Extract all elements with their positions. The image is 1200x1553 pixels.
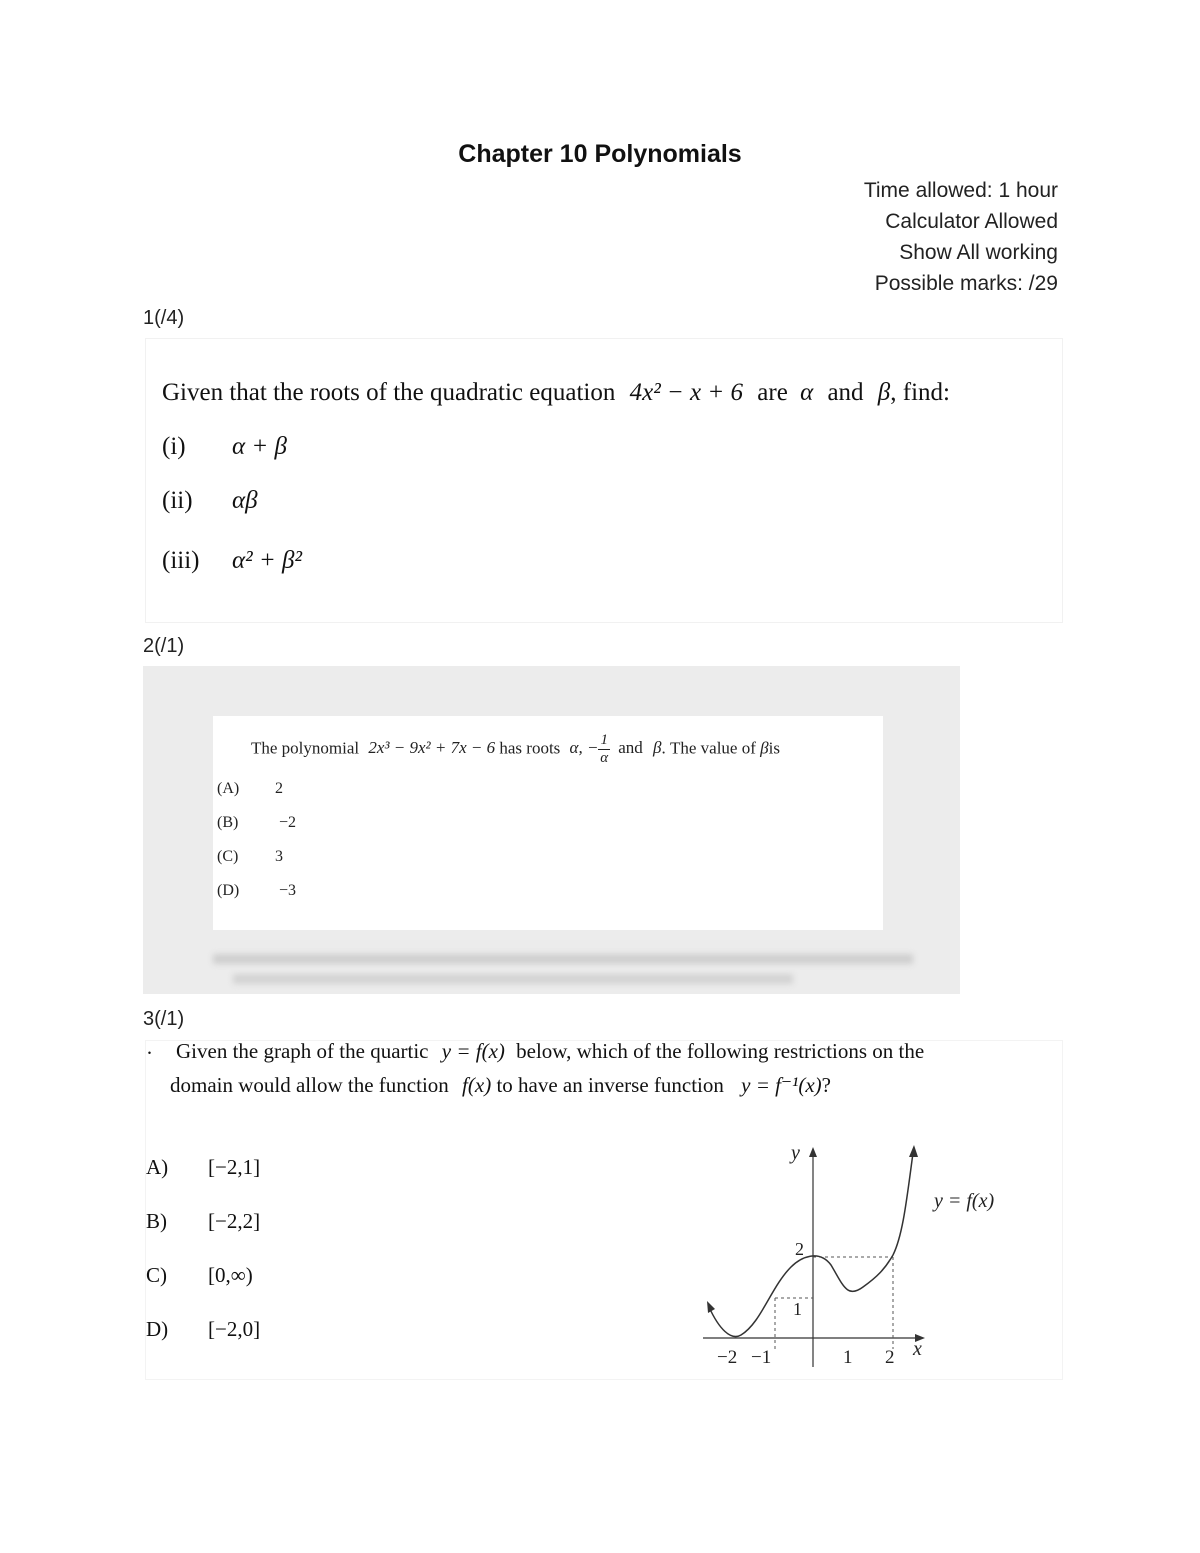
question-3-box: [145, 1040, 1063, 1380]
q2-option-letter: (A): [217, 780, 240, 797]
q3-option-c: [146, 1263, 253, 1288]
curve-label: y = f(x): [934, 1190, 995, 1212]
q2-option-value: −2: [279, 814, 297, 831]
q2-fraction-numerator: 1: [600, 732, 608, 748]
blurred-line: [233, 974, 793, 984]
tick-x-minus1: −1: [751, 1347, 772, 1368]
q1-part-expression: α + β: [232, 433, 287, 460]
q2-option-a: [217, 780, 283, 798]
q2-option-value: 2: [275, 780, 283, 797]
q2-value-of: . The value of: [661, 738, 756, 758]
q3-marker: ·: [146, 1041, 153, 1065]
q3-stem-text-2: below, which of the following restrictions on the: [516, 1039, 925, 1063]
q3-option-value: [0,∞): [208, 1263, 253, 1287]
q1-find: , find:: [890, 379, 950, 406]
q1-part-iii: [162, 547, 302, 575]
quartic-curve: [709, 1153, 913, 1337]
x-axis-label: x: [913, 1338, 922, 1360]
curve-right-arrow: [909, 1145, 918, 1157]
q1-part-ii: [162, 487, 258, 515]
q2-and: and: [618, 738, 643, 758]
q1-part-number: (i): [162, 433, 186, 460]
q3-question-mark: ?: [821, 1073, 831, 1097]
quartic-graph: [691, 1137, 1031, 1377]
q1-part-i: [162, 433, 287, 461]
q1-stem-text: Given that the roots of the quadratic equation: [162, 379, 616, 406]
q1-part-expression: αβ: [232, 487, 258, 514]
time-allowed: Time allowed: 1 hour: [863, 179, 1058, 202]
tick-y-2: 2: [795, 1239, 804, 1259]
question-2-paper: [213, 716, 883, 930]
question-2-label: 2(/1): [143, 635, 185, 657]
q1-beta: β: [877, 379, 891, 406]
question-2-stem: [251, 732, 780, 767]
q2-fraction: [598, 732, 610, 767]
q2-roots: α, −: [569, 738, 599, 758]
question-2-scan: [143, 666, 960, 994]
tick-x-2: 2: [885, 1347, 895, 1368]
q2-has-roots: has roots: [499, 738, 561, 758]
q2-fraction-denominator: α: [600, 750, 609, 766]
q2-option-b: [217, 814, 296, 832]
q2-polynomial: 2x³ − 9x² + 7x − 6: [368, 738, 496, 758]
q3-option-letter: D): [146, 1317, 169, 1341]
tick-x-minus2: −2: [717, 1347, 738, 1368]
q2-beta-2: β: [760, 738, 769, 758]
tick-y-1: 1: [793, 1299, 802, 1319]
q3-option-value: [−2,0]: [208, 1317, 261, 1341]
q2-blurred-next-question: [213, 948, 933, 988]
q3-option-a: [146, 1155, 260, 1180]
q1-part-expression: α² + β²: [232, 547, 302, 574]
q3-stem-line-2: [170, 1073, 831, 1098]
q1-alpha: α: [800, 379, 814, 406]
blurred-line: [213, 954, 913, 964]
q3-stem-text-3: domain would allow the function: [170, 1073, 449, 1097]
q2-option-value: 3: [275, 848, 283, 865]
q2-beta: β: [653, 738, 662, 758]
q3-stem-text: Given the graph of the quartic: [176, 1039, 429, 1063]
q3-option-letter: A): [146, 1155, 169, 1179]
q1-equation: 4x² − x + 6: [629, 379, 744, 406]
q1-part-number: (iii): [162, 547, 200, 574]
question-3-label: 3(/1): [143, 1008, 185, 1030]
question-1-box: [145, 338, 1063, 623]
tick-x-1: 1: [843, 1347, 853, 1368]
q3-inverse-function: y = f⁻¹(x): [741, 1073, 822, 1097]
q2-option-d: [217, 882, 296, 900]
q1-are: are: [757, 379, 788, 406]
question-1-label: 1(/4): [143, 307, 185, 329]
q3-function-equation: y = f(x): [441, 1039, 505, 1063]
q3-stem-line-1: [176, 1039, 924, 1064]
q3-option-value: [−2,1]: [208, 1155, 261, 1179]
q3-option-b: [146, 1209, 260, 1234]
q2-stem-text: The polynomial: [251, 738, 360, 758]
q3-fx: f(x): [462, 1073, 492, 1097]
y-axis-label: y: [791, 1142, 800, 1164]
y-axis-arrow: [809, 1147, 817, 1157]
q3-stem-text-4: to have an inverse function: [496, 1073, 724, 1097]
possible-marks: Possible marks: /29: [874, 272, 1058, 295]
working-note: Show All working: [899, 241, 1058, 264]
q2-option-value: −3: [279, 882, 297, 899]
question-1-stem: [162, 379, 950, 407]
q2-option-letter: (B): [217, 814, 239, 831]
page-title: Chapter 10 Polynomials: [458, 140, 742, 168]
q2-option-letter: (C): [217, 848, 239, 865]
calculator-note: Calculator Allowed: [885, 210, 1058, 233]
q2-is: is: [768, 738, 780, 758]
q1-and: and: [827, 379, 864, 406]
q3-option-letter: B): [146, 1209, 167, 1233]
q1-part-number: (ii): [162, 487, 193, 514]
q2-option-letter: (D): [217, 882, 240, 899]
q2-option-c: [217, 848, 283, 866]
q3-option-value: [−2,2]: [208, 1209, 261, 1233]
curve-left-arrow: [707, 1301, 715, 1313]
q3-option-letter: C): [146, 1263, 167, 1287]
q3-option-d: [146, 1317, 260, 1342]
